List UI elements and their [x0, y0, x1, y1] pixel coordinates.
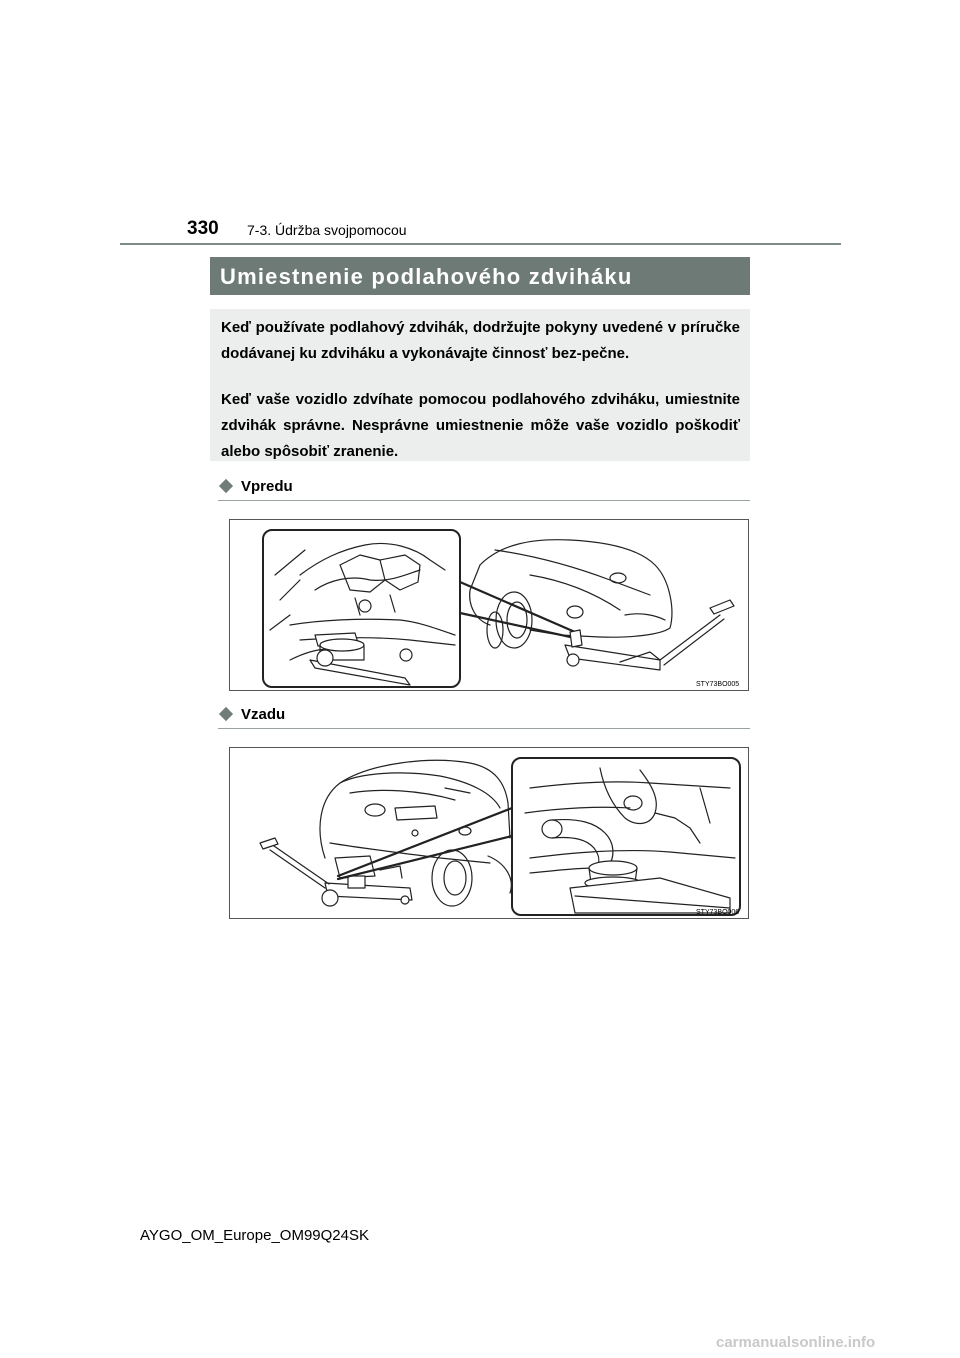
front-figure-code: STY73BO005: [696, 681, 740, 688]
watermark: carmanualsonline.info: [716, 1334, 876, 1351]
rear-figure-code: STY73BO006: [696, 909, 740, 916]
diamond-bullet-icon: [219, 707, 233, 721]
rear-jack-drawing: [230, 748, 748, 918]
front-jack-drawing: [230, 520, 748, 690]
front-heading-rule: [218, 500, 750, 501]
front-jack-illustration: [229, 519, 749, 691]
diamond-bullet-icon: [219, 479, 233, 493]
section-title: Umiestnenie podlahového zdviháku: [220, 264, 633, 289]
header-divider: [120, 243, 841, 245]
intro-paragraph-1: Keď používate podlahový zdvihák, dodržujte pokyny uvedené v príručke dodávanej ku zdviháku a vykonávajte činnosť bez-pečne.: [221, 319, 740, 362]
front-heading: Vpredu: [241, 478, 293, 495]
rear-heading-rule: [218, 728, 750, 729]
document-id: AYGO_OM_Europe_OM99Q24SK: [140, 1227, 369, 1244]
rear-jack-illustration: [229, 747, 749, 919]
chapter-title: 7-3. Údržba svojpomocou: [247, 222, 407, 238]
intro-paragraph-2: Keď vaše vozidlo zdvíhate pomocou podlahového zdviháku, umiestnite zdvihák správne. Nesprávne umiestnenie môže vaše vozidlo poškodiť alebo spôsobiť zranenie.: [221, 391, 740, 460]
rear-heading: Vzadu: [241, 706, 286, 723]
page-number: 330: [187, 218, 219, 239]
